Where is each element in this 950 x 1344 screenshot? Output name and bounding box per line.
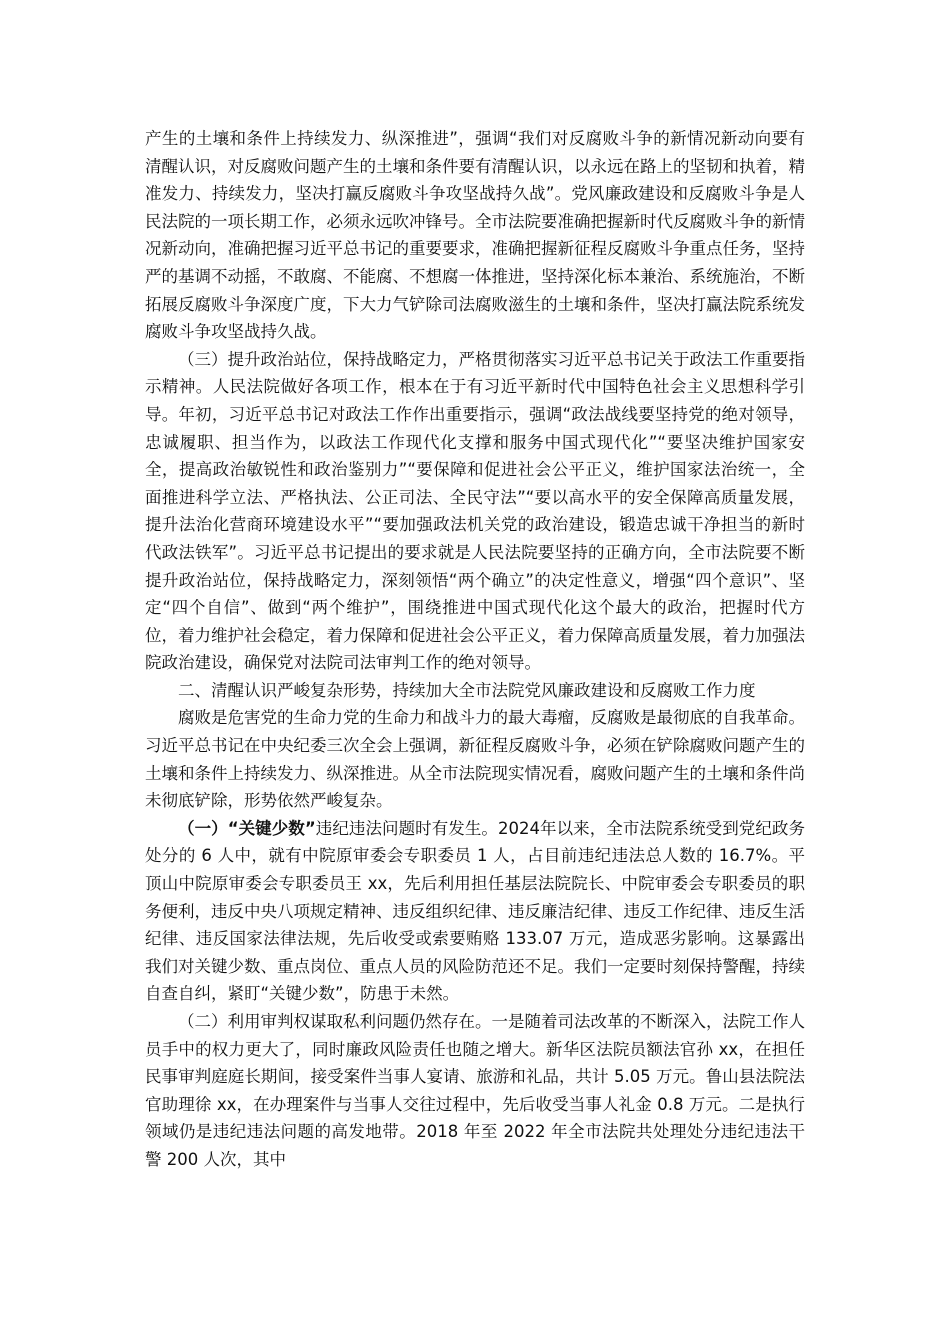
key-minority-body: 违纪违法问题时有发生。2024年以来，全市法院系统受到党纪政务处分的 6 人中，就有中院原审委会专职委员 1 人，占目前违纪违法总人数的 16.7%。平顶山中院原审委会专职委员王 xx，先后利用担任基层法院院长、中院审委会专职委员的职务便利，违反中央八项规定精神、违反组织纪律、违反廉洁纪律、违反工作纪律、违反生活纪律、违反国家法律法规，先后收受或索要贿赂 133.07 万元，造成恶劣影响。这暴露出我们对关键少数、重点岗位、重点人员的风险防范还不足。我们一定要时刻保持警醒，持续自查自纠，紧盯“关键少数”，防患于未然。 — [145, 818, 805, 1004]
paragraph-key-minority — [145, 815, 805, 1008]
paragraph-judicial-power-abuse: （二）利用审判权谋取私利问题仍然存在。一是随着司法改革的不断深入，法院工作人员手中的权力更大了，同时廉政风险责任也随之增大。新华区法院员额法官孙 xx，在担任民事审判庭庭长期间，接受案件当事人宴请、旅游和礼品，共计 5.05 万元。鲁山县法院法官助理徐 xx，在办理案件与当事人交往过程中，先后收受当事人礼金 0.8 万元。二是执行领域仍是违纪违法问题的高发地带。2018 年至 2022 年全市法院共处理处分违纪违法干警 200 人次，其中 — [145, 1012, 805, 1169]
key-minority-heading: （一）“关键少数” — [178, 818, 316, 838]
paragraph-continuation: 产生的土壤和条件上持续发力、纵深推进”，强调“我们对反腐败斗争的新情况新动向要有清醒认识，对反腐败问题产生的土壤和条件要有清醒认识，以永远在路上的坚韧和执着，精准发力、持续发力，坚决打赢反腐败斗争攻坚战持久战”。党风廉政建设和反腐败斗争是人民法院的一项长期工作，必须永远吹冲锋号。全市法院要准确把握新时代反腐败斗争的新情况新动向，准确把握习近平总书记的重要要求，准确把握新征程反腐败斗争重点任务，坚持严的基调不动摇，不敢腐、不能腐、不想腐一体推进，坚持深化标本兼治、系统施治，不断拓展反腐败斗争深度广度，下大力气铲除司法腐败滋生的土壤和条件，坚决打赢法院系统发腐败斗争攻坚战持久战。 — [145, 129, 805, 342]
document-body — [145, 125, 805, 1174]
paragraph-section-three: （三）提升政治站位，保持战略定力，严格贯彻落实习近平总书记关于政法工作重要指示精神。人民法院做好各项工作，根本在于有习近平新时代中国特色社会主义思想科学引导。年初，习近平总书记对政法工作作出重要指示，强调“政法战线要坚持党的绝对领导，忠诚履职、担当作为，以政法工作现代化支撑和服务中国式现代化”“要坚决维护国家安全，提高政治敏锐性和政治鉴别力”“要保障和促进社会公平正义，维护国家法治统一，全面推进科学立法、严格执法、公正司法、全民守法”“要以高水平的安全保障高质量发展，提升法治化营商环境建设水平”“要加强政法机关党的政治建设，锻造忠诚干净担当的新时代政法铁军”。习近平总书记提出的要求就是人民法院要坚持的正确方向，全市法院要不断提升政治站位，保持战略定力，深刻领悟“两个确立”的决定性意义，增强“四个意识”、坚定“四个自信”、做到“两个维护”，围绕推进中国式现代化这个最大的政治，把握时代方位，着力维护社会稳定，着力保障和促进社会公平正义，着力保障高质量发展，着力加强法院政治建设，确保党对法院司法审判工作的绝对领导。 — [145, 349, 805, 673]
paragraph-corruption-overview: 腐败是危害党的生命力党的生命力和战斗力的最大毒瘤，反腐败是最彻底的自我革命。习近平总书记在中央纪委三次全会上强调，新征程反腐败斗争，必须在铲除腐败问题产生的土壤和条件上持续发力、纵深推进。从全市法院现实情况看，腐败问题产生的土壤和条件尚未彻底铲除，形势依然严峻复杂。 — [145, 708, 805, 811]
section-heading-two: 二、清醒认识严峻复杂形势，持续加大全市法院党风廉政建设和反腐败工作力度 — [178, 680, 756, 700]
